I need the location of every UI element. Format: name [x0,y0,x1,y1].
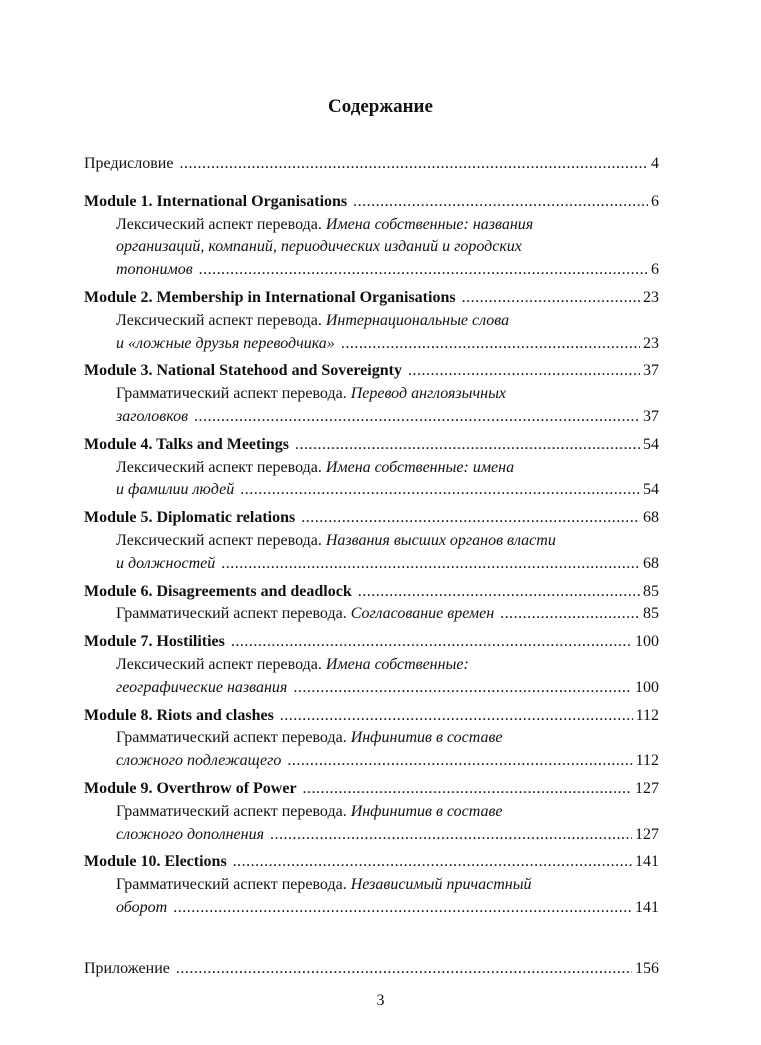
page-number: 3 [376,992,385,1009]
toc-entry-label: Предисловие [84,155,174,172]
topic-text: сложного дополнения [116,825,265,843]
module-title: Module 8. Riots and clashes [84,706,274,724]
topic-text: и должностей [116,554,216,572]
topic-text: заголовков [116,407,189,425]
dot-leader [293,677,632,700]
dot-leader [353,191,648,214]
toc-module-10 [84,851,659,919]
page-title: Содержание [328,96,433,117]
subentry-text [116,603,494,626]
topic-text: Имена собственные: имена [321,458,515,476]
toc-module-5 [84,507,659,575]
toc-module-4 [84,434,659,502]
subentry-text [116,750,281,773]
aspect-label: Грамматический аспект перевода. [116,729,347,747]
toc-module-heading[interactable] [84,191,659,214]
toc-module-heading[interactable] [84,581,659,604]
topic-text: Независимый причастный [346,876,532,894]
dot-leader [176,958,632,981]
module-title: Module 1. International Organisations [84,192,348,210]
toc-subentry-line-last[interactable] [84,479,659,502]
toc-subentry-line [84,801,659,824]
toc-subentry-line-last[interactable] [84,333,659,356]
dot-leader [408,360,640,383]
dot-leader [199,259,648,282]
subentry-text [116,897,167,920]
toc-subentry-line [84,874,659,897]
dot-leader [221,553,640,576]
toc-module-heading[interactable] [84,705,659,728]
topic-text: и «ложные друзья переводчика» [116,334,335,352]
toc-entry-page: 156 [635,959,659,977]
toc-module-8 [84,705,659,773]
toc-module-heading[interactable] [84,851,659,874]
toc-module-heading[interactable] [84,360,659,383]
toc-subentry-line-last[interactable] [84,553,659,576]
module-title: Module 9. Overthrow of Power [84,779,297,797]
dot-leader [270,824,632,847]
toc-entry-preface[interactable] [84,153,659,176]
subentry-page: 85 [643,605,659,623]
dot-leader [280,705,633,728]
aspect-label: Лексический аспект перевода. [116,215,322,233]
aspect-label: Лексический аспект перевода. [116,531,322,549]
toc-module-9 [84,778,659,846]
toc-subentry-line [84,383,659,406]
dot-leader [500,603,640,626]
subentry-page: 23 [643,334,659,352]
dot-leader [240,479,640,502]
toc-subentry-line-last[interactable] [84,897,659,920]
topic-text: Перевод англоязычных [346,385,507,403]
toc-subentry-line-last[interactable] [84,677,659,700]
dot-leader [462,287,640,310]
subentry-text [116,729,503,746]
module-page: 68 [643,509,659,527]
module-title: Module 10. Elections [84,853,227,871]
subentry-text [116,406,188,429]
topic-text: сложного подлежащего [116,752,282,770]
topic-text: и фамилии людей [116,481,235,499]
toc-module-heading[interactable] [84,631,659,654]
topic-text: Согласование времен [346,605,495,623]
subentry-page: 127 [635,825,659,843]
subentry-page: 68 [643,554,659,572]
aspect-label: Лексический аспект перевода. [116,458,322,476]
dot-leader [358,581,640,604]
subentry-text [116,824,264,847]
toc-subentry-line-last[interactable] [84,603,659,626]
subentry-text [116,803,503,820]
subentry-text [116,333,335,356]
aspect-label: Лексический аспект перевода. [116,311,322,329]
toc-module-heading[interactable] [84,434,659,457]
module-page: 112 [635,706,659,724]
topic-text: топонимов [116,261,193,279]
dot-leader [179,153,648,176]
subentry-page: 100 [635,678,659,696]
subentry-text [116,553,215,576]
toc-subentry-line [84,530,659,553]
toc-module-3 [84,360,659,428]
toc-subentry-line-last[interactable] [84,750,659,773]
subentry-text [116,876,532,893]
subentry-page: 37 [643,407,659,425]
topic-text: Имена собственные: [321,655,469,673]
module-title: Module 5. Diplomatic relations [84,509,296,527]
module-page: 141 [635,853,659,871]
module-page: 100 [635,633,659,651]
subentry-text [116,459,514,476]
module-title: Module 2. Membership in International Organisations [84,288,456,306]
dot-leader [301,507,640,530]
toc-subentry-line [84,214,659,237]
topic-text: Названия высших органов власти [321,531,556,549]
toc-subentry-line-last[interactable] [84,824,659,847]
toc-subentry-line [84,457,659,480]
subentry-text [116,532,556,549]
module-page: 85 [643,582,659,600]
toc-module-heading[interactable] [84,507,659,530]
dot-leader [173,897,632,920]
topic-text: географические названия [116,678,288,696]
topic-text: Интернациональные слова [321,311,510,329]
toc-module-1 [84,191,659,282]
topic-text: организаций, компаний, периодических изданий и городских [116,238,522,256]
table-of-contents [84,153,659,981]
subentry-text [116,259,193,282]
dot-leader [341,333,640,356]
toc-module-6 [84,581,659,627]
aspect-label: Грамматический аспект перевода. [116,802,347,820]
toc-entry-appendix[interactable] [84,958,659,981]
module-page: 23 [643,288,659,306]
topic-text: Инфинитив в составе [346,729,503,747]
subentry-text [116,479,234,502]
aspect-label: Лексический аспект перевода. [116,655,322,673]
subentry-text [116,656,469,673]
dot-leader [303,778,632,801]
toc-module-7 [84,631,659,699]
dot-leader [233,851,632,874]
aspect-label: Грамматический аспект перевода. [116,876,347,894]
subentry-text [116,238,522,255]
dot-leader [295,434,640,457]
subentry-text [116,216,533,233]
toc-module-2 [84,287,659,355]
topic-text: оборот [116,898,168,916]
dot-leader [287,750,632,773]
topic-text: Имена собственные: названия [321,215,534,233]
toc-subentry-line-last[interactable] [84,406,659,429]
module-title: Module 4. Talks and Meetings [84,435,289,453]
subentry-page: 6 [651,261,659,279]
module-title: Module 3. National Statehood and Sovereignty [84,362,402,380]
module-title: Module 7. Hostilities [84,633,225,651]
subentry-text [116,677,287,700]
subentry-page: 112 [635,752,659,770]
dot-leader [231,631,632,654]
topic-text: Инфинитив в составе [346,802,503,820]
subentry-page: 54 [643,481,659,499]
toc-subentry-line [84,310,659,333]
toc-subentry-line [84,654,659,677]
toc-subentry-line-last[interactable] [84,259,659,282]
module-title: Module 6. Disagreements and deadlock [84,582,352,600]
subentry-text [116,312,509,329]
toc-subentry-line [84,727,659,750]
aspect-label: Грамматический аспект перевода. [116,385,347,403]
aspect-label: Грамматический аспект перевода. [116,605,347,623]
toc-subentry-line [84,236,659,259]
toc-entry-page: 4 [651,155,659,172]
module-page: 127 [635,779,659,797]
module-page: 37 [643,362,659,380]
toc-module-heading[interactable] [84,778,659,801]
module-page: 6 [651,192,659,210]
dot-leader [194,406,640,429]
toc-entry-label: Приложение [84,959,170,977]
modules-list [84,191,659,920]
toc-module-heading[interactable] [84,287,659,310]
subentry-page: 141 [635,898,659,916]
module-page: 54 [643,435,659,453]
subentry-text [116,385,506,402]
